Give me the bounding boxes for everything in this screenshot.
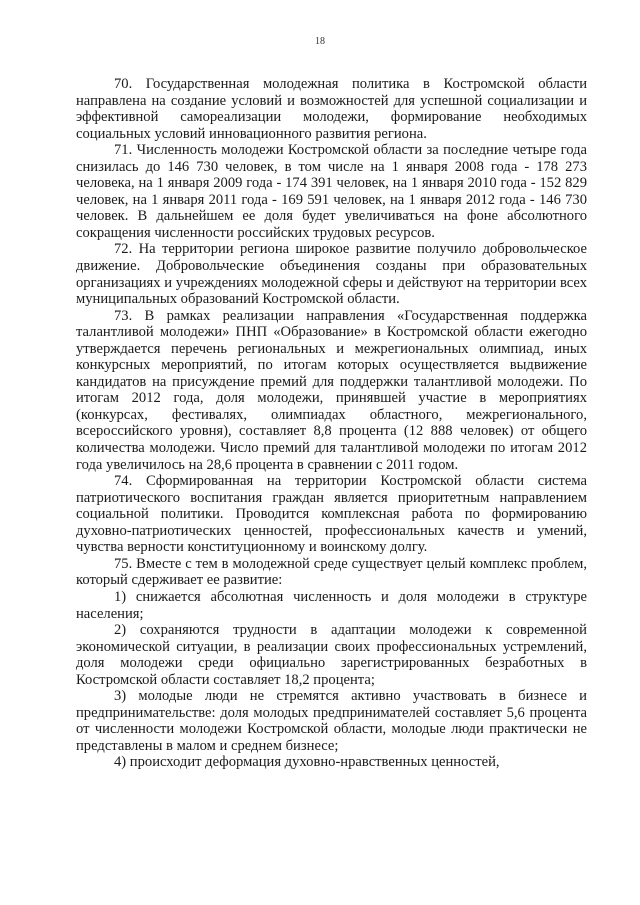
paragraph-75: 75. Вместе с тем в молодежной среде существует целый комплекс проблем, который сдерживает ее развитие: bbox=[76, 555, 587, 589]
list-item-4: 4) происходит деформация духовно-нравственных ценностей, bbox=[114, 754, 500, 771]
list-item-3: 3) молодые люди не стремятся активно участвовать в бизнесе и предпринимательстве: доля молодых предпринимателей составляет 5,6 процента от численности молодежи Костромской области, молодые люди практически не представлены в малом и среднем бизнесе; bbox=[76, 688, 587, 754]
paragraph-71: 71. Численность молодежи Костромской области за последние четыре года снизилась до 146 730 человек, в том числе на 1 января 2008 года - 178 273 человека, на 1 января 2009 года - 174 391 человек, на 1 января 2010 года - 152 829 человек, на 1 января 2011 года - 169 591 человек, на 1 января 2012 года - 146 730 человек. В дальнейшем ее доля будет увеличиваться на фоне абсолютного сокращения численности российских трудовых ресурсов. bbox=[76, 142, 587, 241]
paragraph-73: 73. В рамках реализации направления «Государственная поддержка талантливой молодежи» ПНП «Образование» в Костромской области ежегодно утверждается перечень региональных и межрегиональных олимпиад, иных конкурсных мероприятий, по итогам которых осуществляется выдвижение кандидатов на присуждение премий для поддержки талантливой молодежи. По итогам 2012 года, доля молодежи, принявшей участие в мероприятиях (конкурсах, фестивалях, олимпиадах областного, межрегионального, всероссийского уровня), составляет 8,8 процента (12 888 человек) от общего количества молодежи. Число премий для талантливой молодежи по итогам 2012 года увеличилось на 28,6 процента в сравнении с 2011 годом. bbox=[76, 307, 587, 473]
paragraph-72: 72. На территории региона широкое развитие получило добровольческое движение. Добровольческие объединения созданы при образовательных организациях и учреждениях молодежной сферы и действуют на территории всех муниципальных образований Костромской области. bbox=[76, 241, 587, 308]
list-item-2: 2) сохраняются трудности в адаптации молодежи к современной экономической ситуации, в реализации своих профессиональных устремлений, доля молодежи среди официально зарегистрированных безработных в Костромской области составляет 18,2 процента; bbox=[76, 622, 587, 688]
paragraph-74: 74. Сформированная на территории Костромской области система патриотического воспитания граждан является приоритетным направлением социальной политики. Проводится комплексная работа по формированию духовно-патриотических ценностей, профессиональных качеств и умений, чувства верности конституционному и воинскому долгу. bbox=[76, 473, 587, 556]
list-item-1: 1) снижается абсолютная численность и доля молодежи в структуре населения; bbox=[76, 588, 587, 622]
page-number: 18 bbox=[315, 36, 325, 47]
paragraph-70: 70. Государственная молодежная политика в Костромской области направлена на создание условий и возможностей для успешной социализации и эффективной самореализации молодежи, формирование необходимых социальных условий инновационного развития региона. bbox=[76, 76, 587, 142]
document-body bbox=[76, 76, 587, 771]
